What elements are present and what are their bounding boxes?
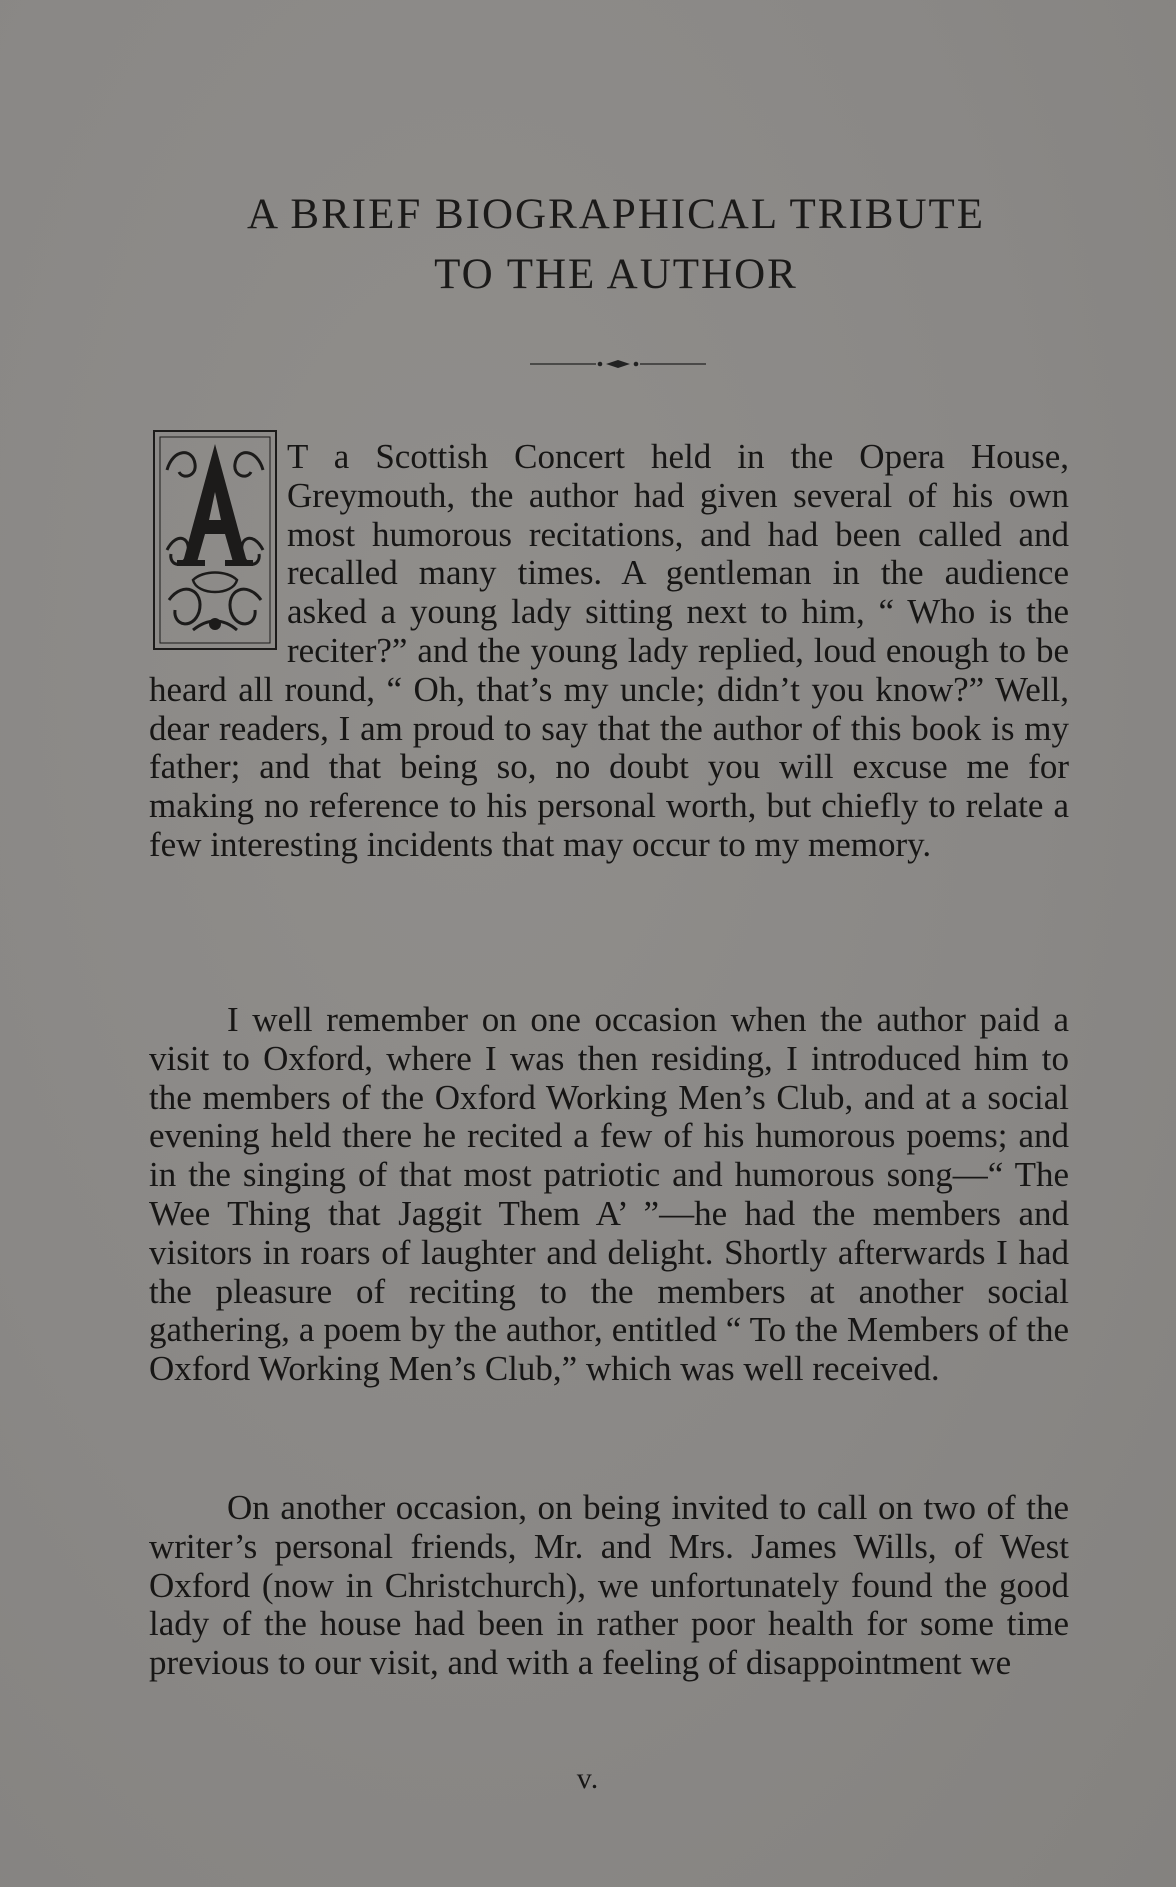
page-title-line-2: TO THE AUTHOR: [434, 251, 798, 298]
paragraph-3: [149, 1489, 1069, 1683]
divider-ornament-icon: [530, 357, 706, 371]
paragraph-3-text: On another occasion, on being invited to call on two of the writer’s personal friends, Mr. and Mrs. James Wills, of West Oxford (now in Christchurch), we unfortunately found the good lady of the house had been in rather poor health for some time previous to our visit, and with a feeling of disappointment we: [149, 1488, 1069, 1683]
paragraph-2-text: I well remember on one occasion when the author paid a visit to Oxford, where I was then residing, I introduced him to the members of the Oxford Working Men’s Club, and at a social evening held there he recited a few of his humorous poems; and in the singing of that most patriotic and humorous song—“ The Wee Thing that Jaggit Them A’ ”—he had the members and visitors in roars of laughter and delight. Shortly afterwards I had the pleasure of reciting to the members at another social gathering, a poem by the author, entitled “ To the Members of the Oxford Working Men’s Club,” which was well received.: [149, 1000, 1069, 1389]
page-title-line-1: A BRIEF BIOGRAPHICAL TRIBUTE: [246, 191, 986, 238]
paragraph-1: [149, 438, 1069, 865]
paragraph-1-text: T a Scottish Concert held in the Opera House, Greymouth, the author had given several of his own most humorous recitations, and had been called and recalled many times. A gentleman in the audience asked a young lady sitting next to him, “ Who is the reciter?” and the young lady replied, loud enough to be heard all round, “ Oh, that’s my uncle; didn’t you know?” Well, dear readers, I am proud to say that the author of this book is my father; and that being so, no doubt you will excuse me for making no reference to his personal worth, but chiefly to relate a few interesting incidents that may occur to my memory.: [149, 437, 1069, 864]
ornamental-initial-icon: [153, 430, 277, 650]
page-number: v.: [576, 1762, 600, 1795]
paragraph-2: [149, 1001, 1069, 1389]
